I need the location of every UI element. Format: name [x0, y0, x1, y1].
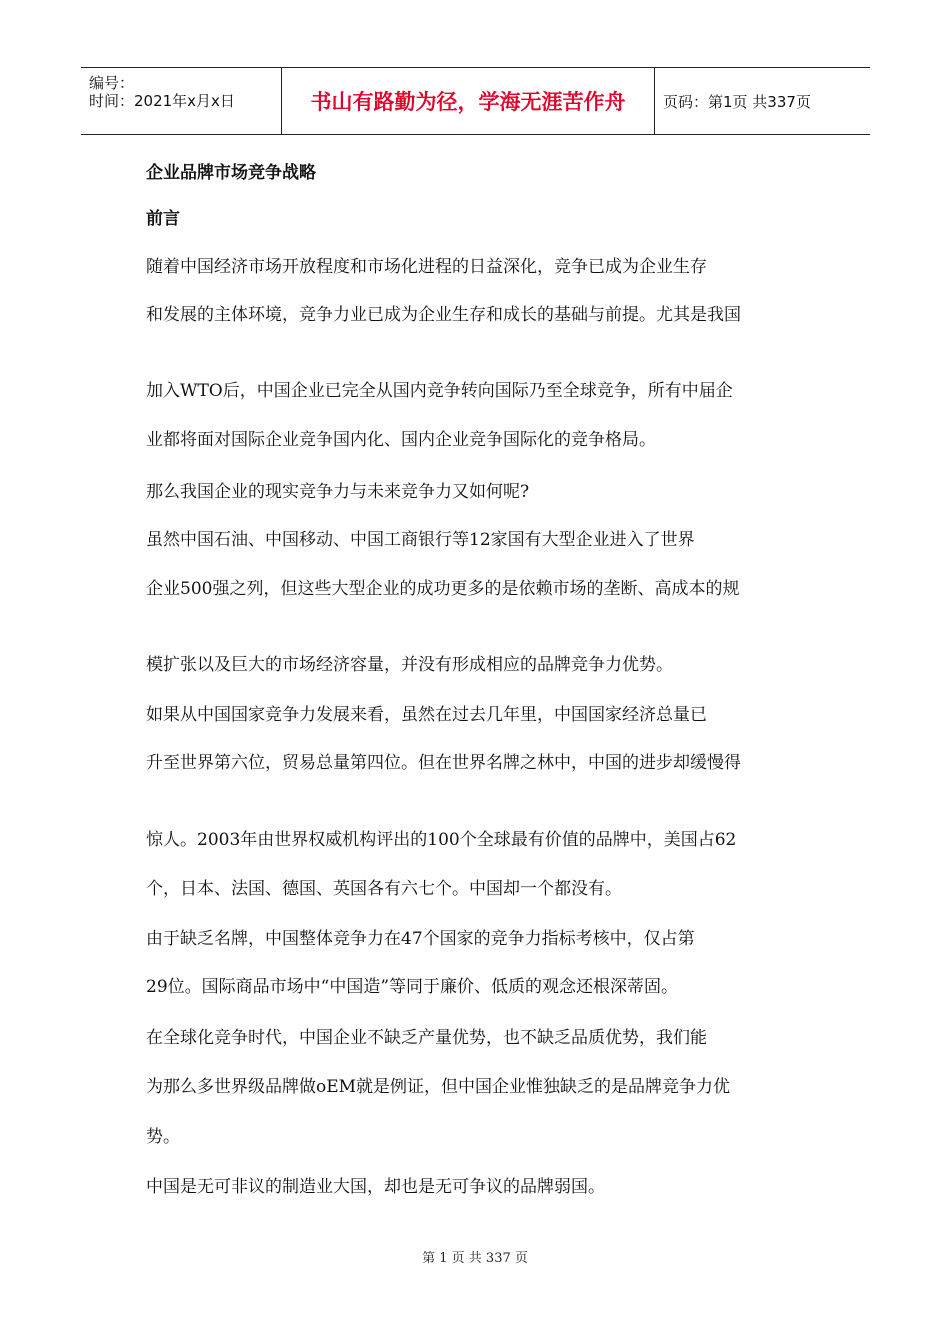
document-title: 企业品牌市场竞争战略 — [146, 163, 316, 183]
body-line: 企业500强之列，但这些大型企业的成功更多的是依赖市场的垄断、高成本的规 — [146, 579, 740, 599]
body-line: 业都将面对国际企业竞争国内化、国内企业竞争国际化的竞争格局。 — [146, 430, 656, 450]
date-label: 时间：2021年x月x日 — [89, 92, 235, 110]
body-line: 中国是无可非议的制造业大国，却也是无可争议的品牌弱国。 — [146, 1177, 605, 1197]
number-label: 编号： — [89, 74, 135, 92]
header-meta — [89, 74, 235, 110]
body-line: 在全球化竞争时代，中国企业不缺乏产量优势，也不缺乏品质优势，我们能 — [146, 1028, 707, 1048]
body-line: 个，日本、法国、德国、英国各有六七个。中国却一个都没有。 — [146, 879, 622, 899]
body-line: 由于缺乏名牌，中国整体竞争力在47个国家的竞争力指标考核中，仅占第 — [146, 929, 695, 949]
header-divider — [654, 68, 655, 134]
body-line: 虽然中国石油、中国移动、中国工商银行等12家国有大型企业进入了世界 — [146, 530, 695, 550]
page-footer: 第 1 页 共 337 页 — [422, 1251, 528, 1266]
body-line: 加入WTO后，中国企业已完全从国内竞争转向国际乃至全球竞争，所有中届企 — [146, 381, 733, 401]
header-motto: 书山有路勤为径，学海无涯苦作舟 — [310, 90, 626, 114]
body-line: 29位。国际商品市场中“中国造”等同于廉价、低质的观念还根深蒂固。 — [146, 977, 679, 997]
body-line: 为那么多世界级品牌做oEM就是例证，但中国企业惟独缺乏的是品牌竞争力优 — [146, 1077, 731, 1097]
body-line: 模扩张以及巨大的市场经济容量，并没有形成相应的品牌竞争力优势。 — [146, 655, 673, 675]
header-page-info: 页码：第1页 共337页 — [663, 92, 811, 111]
section-heading: 前言 — [146, 209, 180, 229]
body-line: 和发展的主体环境，竞争力业已成为企业生存和成长的基础与前提。尤其是我国 — [146, 305, 741, 325]
body-line: 惊人。2003年由世界权威机构评出的100个全球最有价值的品牌中，美国占62 — [146, 830, 737, 850]
body-line: 势。 — [146, 1127, 180, 1147]
body-line: 随着中国经济市场开放程度和市场化进程的日益深化，竞争已成为企业生存 — [146, 257, 707, 277]
page-header — [81, 67, 870, 135]
body-line: 升至世界第六位，贸易总量第四位。但在世界名牌之林中，中国的进步却缓慢得 — [146, 753, 741, 773]
body-line: 那么我国企业的现实竞争力与未来竞争力又如何呢? — [146, 482, 530, 502]
body-line: 如果从中国国家竞争力发展来看，虽然在过去几年里，中国国家经济总量已 — [146, 705, 707, 725]
